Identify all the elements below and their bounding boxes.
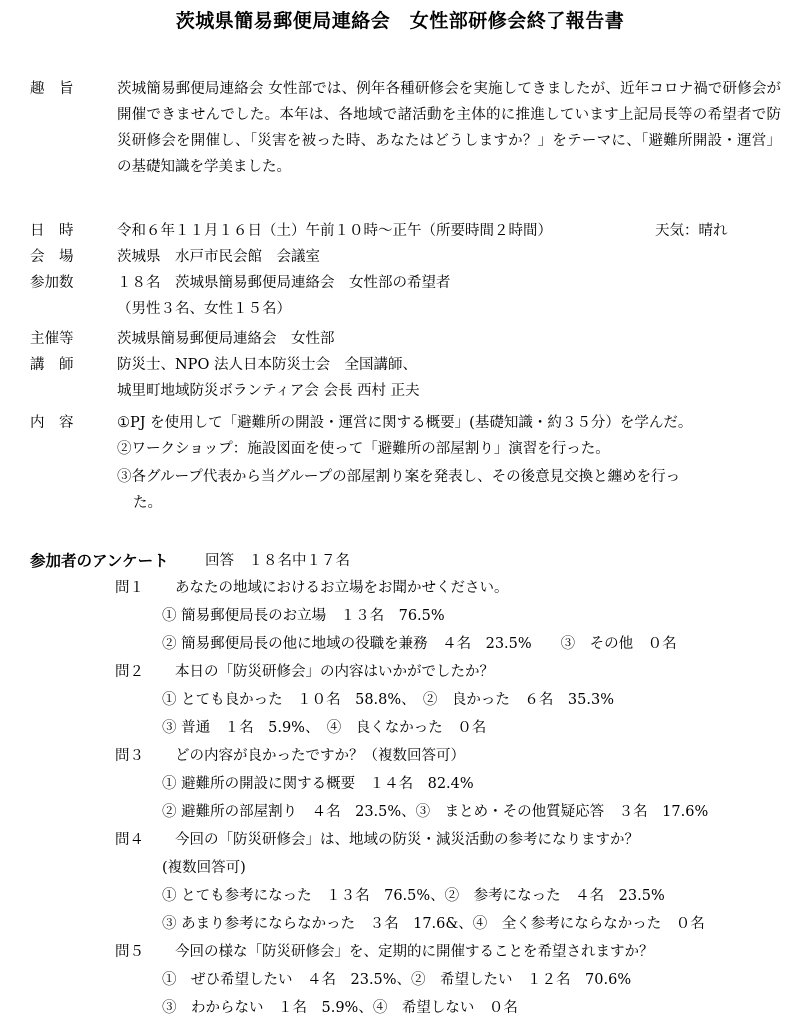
q1-answer-2: ② 簡易郵便局長の他に地域の役職を兼務 ４名 23.5% ③ その他 ０名 [162, 636, 677, 652]
q3-answer-2: ② 避難所の部屋割り ４名 23.5%、③ まとめ・その他質疑応答 ３名 17.6% [162, 804, 709, 820]
content-label: 内 容 [30, 415, 74, 431]
lecturer-line2: 城里町地域防災ボランティア会 会長 西村 正夫 [117, 383, 420, 399]
participants-detail: （男性３名、女性１５名） [117, 301, 291, 317]
lecturer-row-2 [0, 378, 800, 404]
q5-text: 今回の様な「防災研修会」を、定期的に開催することを希望されますか？ [175, 944, 654, 960]
datetime-label: 日 時 [30, 223, 74, 239]
participants-label: 参加数 [30, 275, 74, 291]
host-value: 茨城県簡易郵便局連絡会 女性部 [117, 331, 335, 347]
content-row-3b [0, 490, 800, 516]
weather-value: 天気：晴れ [655, 223, 728, 239]
q3-text: どの内容が良かったですか？（複数回答可） [175, 748, 465, 764]
q2-answer-1: ① とても良かった １０名 58.8%、 ② 良かった ６名 35.3% [162, 692, 614, 708]
content-item-2: ②ワークショップ：施設図面を使って「避難所の部屋割り」演習を行った。 [117, 441, 610, 457]
survey-heading: 参加者のアンケート [30, 552, 169, 570]
q2-text: 本日の「防災研修会」の内容はいかがでしたか？ [175, 664, 494, 680]
q1-answer-1: ① 簡易郵便局長のお立場 １３名 76.5% [162, 608, 445, 624]
page-title: 茨城県簡易郵便局連絡会 女性部研修会終了報告書 [175, 10, 625, 32]
venue-row [0, 244, 800, 270]
q2-answer-2: ③ 普通 １名 5.9%、 ④ 良くなかった ０名 [162, 720, 487, 736]
q5-number: 問５ [115, 944, 144, 960]
participants-detail-row [0, 296, 800, 322]
venue-value: 茨城県 水戸市民会館 会議室 [117, 249, 320, 265]
q4-text: 今回の「防災研修会」は、地域の防災・減災活動の参考になりますか？ [175, 832, 639, 848]
survey-responses: 回答 １８名中１７名 [205, 553, 350, 569]
q1-number: 問１ [115, 580, 144, 596]
q5-answer-2: ③ わからない １名 5.9%、④ 希望しない ０名 [162, 1000, 518, 1016]
purpose-text: 茨城簡易郵便局連絡会 女性部では、例年各種研修会を実施してきましたが、近年コロナ禍で研修会が開催できませんでした。本年は、各地域で諸活動を主体的に推進しています上記局長等の希望者で防災研修会を開催し、「災害を被った時、あなたはどうしますか？」をテーマに、「避難所開設・運営」の基礎知識を学美ました。 [117, 81, 781, 175]
participants-row [0, 270, 800, 296]
lecturer-row [0, 352, 800, 378]
participants-value: １８名 茨城県簡易郵便局連絡会 女性部の希望者 [117, 275, 451, 291]
host-label: 主催等 [30, 331, 74, 347]
venue-label: 会 場 [30, 249, 74, 265]
datetime-row [0, 218, 800, 244]
content-item-1: ①PJ を使用して「避難所の開設・運営に関する概要」(基礎知識・約３５分）を学んだ。 [117, 415, 693, 431]
q3-number: 問３ [115, 748, 144, 764]
q2-number: 問２ [115, 664, 144, 680]
q4-answer-2: ③ あまり参考にならなかった ３名 17.6&、④ 全く参考にならなかった ０名 [162, 916, 705, 932]
lecturer-line1: 防災士、NPO 法人日本防災士会 全国講師、 [117, 357, 417, 373]
q3-answer-1: ① 避難所の開設に関する概要 １４名 82.4% [162, 776, 474, 792]
content-row [0, 410, 800, 436]
lecturer-label: 講 師 [30, 357, 74, 373]
q4-number: 問４ [115, 832, 144, 848]
purpose-label: 趣 旨 [30, 81, 74, 97]
content-item-3: ③各グループ代表から当グループの部屋割り案を発表し、その後意見交換と纏めを行っ [117, 469, 681, 485]
host-row [0, 326, 800, 352]
content-item-3-cont: た。 [133, 495, 162, 511]
q4-text-note: (複数回答可) [162, 860, 246, 876]
datetime-value: 令和６年１１月１６日（土）午前１０時～正午（所要時間２時間） [117, 223, 552, 239]
q5-answer-1: ① ぜひ希望したい ４名 23.5%、② 希望したい １２名 70.6% [162, 972, 632, 988]
content-row-2 [0, 436, 800, 462]
q1-text: あなたの地域におけるお立場をお聞かせください。 [175, 580, 509, 596]
q4-answer-1: ① とても参考になった １３名 76.5%、② 参考になった ４名 23.5% [162, 888, 665, 904]
content-row-3 [0, 464, 800, 490]
